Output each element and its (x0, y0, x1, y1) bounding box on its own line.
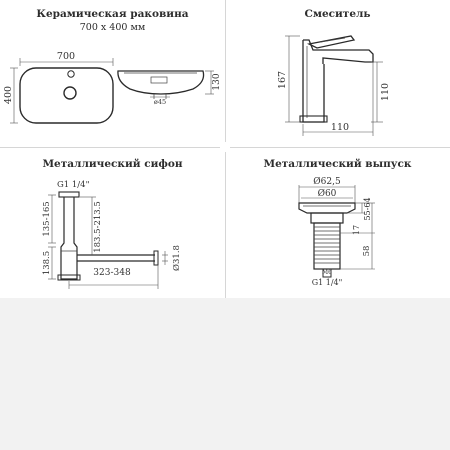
basin-title: Керамическая раковина (36, 8, 189, 20)
siphon-pipe-label: Ø31.8 (172, 245, 182, 271)
siphon-top-cap (59, 192, 79, 197)
siphon-horizontal-pipe (77, 255, 155, 261)
basin-drain-hole (64, 87, 76, 99)
basin-drain-label: ø45 (153, 98, 167, 106)
basin-depth-label: 130 (212, 73, 222, 91)
mixer-body (303, 40, 324, 122)
basin-panel (0, 0, 225, 147)
mixer-spout-height-label: 110 (380, 82, 391, 102)
basin-overflow-hole (68, 71, 74, 77)
basin-top-view (20, 68, 113, 123)
mixer-panel (225, 0, 450, 147)
basin-height-label: 400 (3, 85, 14, 105)
drain-outer-label: Ø62,5 (313, 177, 341, 187)
siphon-middle-label: 183.5-213.5 (93, 201, 103, 253)
drain-thread-label: G1 1/4" (311, 278, 343, 287)
drain-body-label: 58 (362, 245, 372, 257)
mixer-lever (309, 36, 354, 48)
drain-cap (299, 203, 355, 213)
siphon-drawing (0, 147, 225, 298)
drain-panel (225, 147, 450, 298)
siphon-upper-label: 135-165 (42, 201, 52, 237)
mixer-title: Смеситель (304, 8, 371, 20)
drain-inner-label: Ø60 (317, 189, 337, 199)
drain-range-label: 55-64 (363, 197, 372, 221)
basin-side-view (118, 71, 204, 94)
mixer-reach-label: 110 (330, 122, 350, 133)
mixer-drawing (225, 0, 450, 147)
mixer-height-label: 167 (277, 70, 288, 90)
drain-title: Металлический выпуск (263, 158, 412, 170)
siphon-thread-label: G1 1/4" (57, 180, 90, 190)
siphon-title: Металлический сифон (42, 158, 183, 170)
basin-width-label: 700 (56, 51, 76, 62)
drain-threaded-tube (314, 223, 340, 269)
drain-body (311, 213, 343, 223)
drain-drawing (225, 147, 450, 298)
basin-drawing (0, 0, 225, 147)
drain-plug-height-label: 17 (352, 224, 361, 236)
siphon-lower-label: 138.5 (42, 250, 52, 276)
siphon-panel (0, 147, 225, 298)
drain-screw-label: M6 (322, 269, 332, 276)
siphon-vertical-pipe (61, 197, 77, 279)
basin-subtitle: 700 х 400 мм (79, 22, 146, 33)
siphon-length-label: 323-348 (93, 268, 131, 278)
